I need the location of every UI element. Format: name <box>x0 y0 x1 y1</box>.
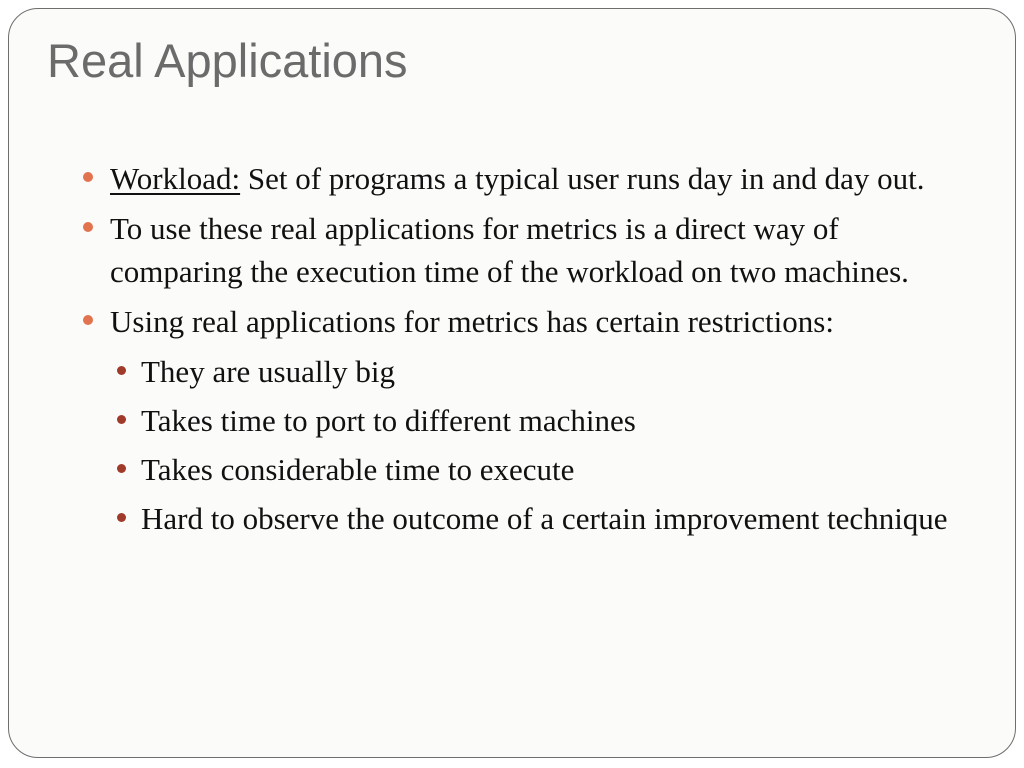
sub-bullet-dot-icon <box>117 366 126 375</box>
sub-bullet-item <box>114 448 963 491</box>
sub-bullet-text: They are usually big <box>141 354 395 389</box>
bullet-dot-icon <box>83 222 93 232</box>
sub-bullet-item <box>114 497 963 540</box>
bullet-text: To use these real applications for metrics is a direct way of comparing the execution time of the workload on two machines. <box>110 211 909 289</box>
sub-bullet-dot-icon <box>117 464 126 473</box>
bullet-item-workload <box>83 157 963 200</box>
sub-bullet-item <box>114 399 963 442</box>
bullet-text: Using real applications for metrics has certain restrictions: <box>110 304 834 339</box>
sub-bullet-dot-icon <box>117 513 126 522</box>
bullet-item-real-apps-metrics <box>83 207 963 293</box>
bullet-dot-icon <box>83 172 93 182</box>
slide-title: Real Applications <box>47 34 408 87</box>
sub-bullet-text: Takes time to port to different machines <box>141 403 636 438</box>
workload-term: Workload: <box>110 161 241 196</box>
sub-bullet-item <box>114 350 963 393</box>
sub-bullet-text: Takes considerable time to execute <box>141 452 575 487</box>
workload-definition: Set of programs a typical user runs day in and day out. <box>240 161 925 196</box>
bullet-list <box>83 157 963 546</box>
sub-bullet-text: Hard to observe the outcome of a certain improvement technique <box>141 501 948 536</box>
bullet-dot-icon <box>83 315 93 325</box>
sub-bullet-dot-icon <box>117 415 126 424</box>
bullet-item-restrictions <box>83 300 963 343</box>
slide <box>8 8 1016 758</box>
